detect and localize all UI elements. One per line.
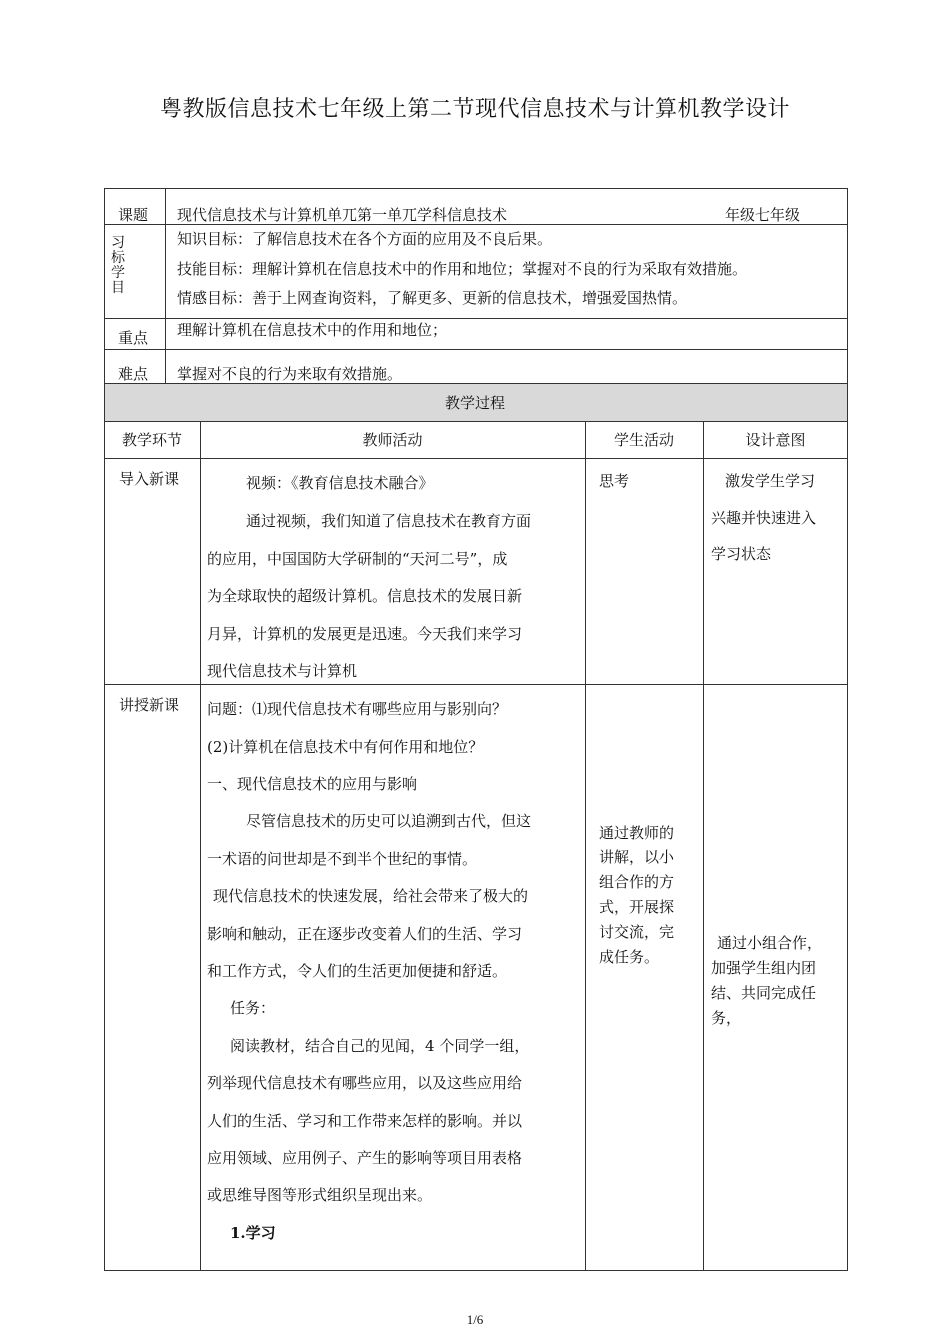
student-line: 组合作的方 (599, 873, 675, 891)
teacher-line: 1.学习 (230, 1224, 276, 1242)
process-heading: 教学过程 (444, 394, 505, 412)
page-title: 粤教版信息技术七年级上第二节现代信息技术与计算机教学设计 (159, 97, 790, 122)
teacher-line: 一、现代信息技术的应用与影响 (207, 775, 418, 793)
goals-label: 习标学目 (111, 235, 125, 296)
teacher-line: 影响和触动，正在逐步改变着人们的生活、学习 (207, 925, 523, 943)
grade-value: 年级七年级 (725, 206, 801, 224)
column-header-stage: 教学环节 (121, 431, 182, 449)
teacher-line: 应用领域、应用例子、产生的影响等项目用表格 (207, 1149, 523, 1167)
difficulty-value: 掌握对不良的行为来取有效措施。 (177, 365, 403, 383)
difficulty-label: 难点 (118, 365, 149, 383)
column-header-intent: 设计意图 (745, 431, 806, 449)
student-line: 式，开展探 (599, 898, 675, 916)
student-activity: 思考 (599, 472, 630, 490)
stage-teaching: 讲授新课 (119, 696, 180, 714)
key-label: 重点 (118, 329, 149, 347)
teacher-line: 任务： (230, 999, 276, 1017)
student-line: 成任务。 (599, 948, 660, 966)
teacher-line: 和工作方式，令人们的生活更加便捷和舒适。 (207, 962, 508, 980)
key-value: 理解计算机在信息技术中的作用和地位； (177, 321, 448, 339)
teacher-line: 现代信息技术的快速发展，给社会带来了极大的 (213, 887, 529, 905)
teacher-line: 或思维导图等形式组织呈现出来。 (207, 1186, 433, 1204)
goal-skill: 技能目标：理解计算机在信息技术中的作用和地位；掌握对不良的行为采取有效措施。 (177, 260, 748, 278)
teacher-line: (2)计算机在信息技术中有何作用和地位？ (207, 738, 484, 756)
topic-value: 现代信息技术与计算机单兀第一单兀学科信息技术 (177, 206, 508, 224)
page-number: 1/6 (466, 1312, 484, 1327)
column-header-student: 学生活动 (613, 431, 674, 449)
teacher-line: 的应用，中国国防大学研制的“天河二号”，成 (207, 550, 508, 568)
intent-line: 结、共同完成任 (711, 984, 817, 1002)
topic-label: 课题 (118, 206, 149, 224)
teacher-line: 尽管信息技术的历史可以追溯到古代，但这 (246, 812, 532, 830)
intent-line: 务， (711, 1009, 742, 1027)
teacher-line: 通过视频，我们知道了信息技术在教育方面 (246, 512, 532, 530)
teacher-line: 阅读教材，结合自己的见闻，4 个同学一组， (230, 1037, 530, 1055)
intent-line: 加强学生组内团 (711, 959, 817, 977)
intent-line: 通过小组合作， (717, 934, 823, 952)
lesson-table (104, 188, 848, 1271)
teacher-line: 一术语的问世却是不到半个世纪的事情。 (207, 850, 478, 868)
intent-line: 学习状态 (711, 545, 772, 563)
teacher-line: 为全球取快的超级计算机。信息技术的发展日新 (207, 587, 523, 605)
stage-intro: 导入新课 (119, 470, 180, 488)
intent-line: 兴趣并快速进入 (711, 509, 817, 527)
teacher-line: 人们的生活、学习和工作带来怎样的影响。并以 (207, 1112, 523, 1130)
column-header-teacher: 教师活动 (362, 431, 423, 449)
teacher-line: 月异，计算机的发展更是迅速。今天我们来学习 (207, 625, 523, 643)
goal-emotion: 情感目标：善于上网查询资料，了解更多、更新的信息技术，增强爱国热情。 (177, 289, 688, 307)
teacher-line: 问题：⑴现代信息技术有哪些应用与影别向？ (207, 700, 508, 718)
student-line: 讨交流，完 (599, 923, 675, 941)
student-line: 通过教师的 (599, 824, 675, 842)
intent-line: 激发学生学习 (725, 472, 816, 490)
student-line: 讲解，以小 (599, 848, 675, 866)
teacher-line: 现代信息技术与计算机 (207, 662, 358, 680)
goal-knowledge: 知识目标：了解信息技术在各个方面的应用及不良后果。 (177, 230, 553, 248)
teacher-line: 视频：《教育信息技术融合》 (246, 474, 434, 492)
teacher-line: 列举现代信息技术有哪些应用，以及这些应用给 (207, 1074, 523, 1092)
